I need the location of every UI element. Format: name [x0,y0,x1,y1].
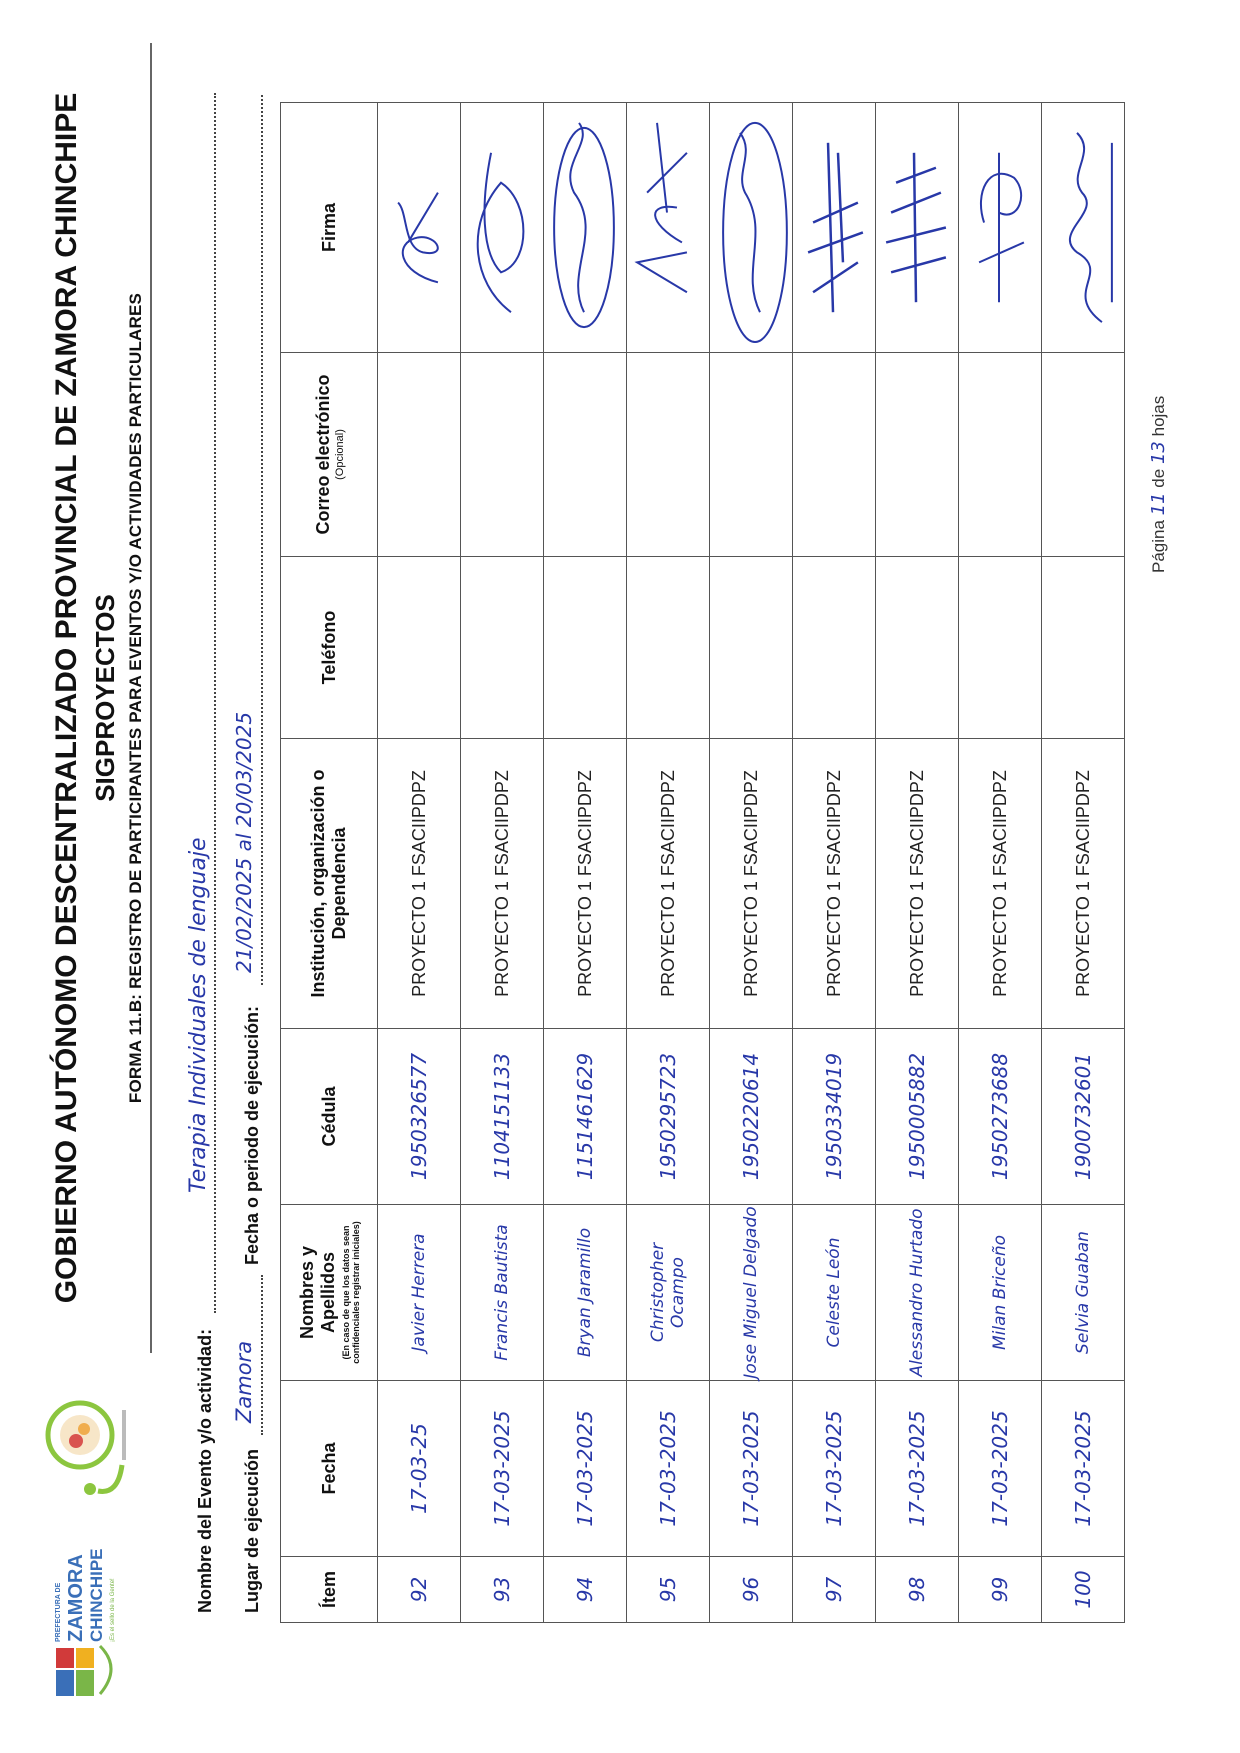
header-correo [281,353,378,557]
cell-fecha: 17-03-2025 [1042,1381,1125,1557]
cell-telefono [793,557,876,739]
cell-nombre: Celeste León [793,1205,876,1381]
cell-item: 98 [876,1557,959,1623]
cell-fecha: 17-03-25 [378,1381,461,1557]
header-correo-label: Correo electrónico [312,374,333,535]
signature-mark [544,103,626,352]
cell-cedula: 1950273688 [959,1029,1042,1205]
cell-correo [876,353,959,557]
table-row [710,103,793,1623]
cell-fecha: 17-03-2025 [959,1381,1042,1557]
signature-mark [876,103,958,352]
participants-table [280,102,1125,1623]
header-rule [150,43,152,1353]
cell-fecha: 17-03-2025 [461,1381,544,1557]
cell-institucion: PROYECTO 1 FSACIIPDPZ [627,739,710,1029]
cell-firma [793,103,876,353]
cell-cedula: 1104151133 [461,1029,544,1205]
cell-telefono [378,557,461,739]
fecha-value: 21/02/2025 al 20/03/2025 [232,711,256,973]
cell-item: 96 [710,1557,793,1623]
header-firma: Firma [281,103,378,353]
cell-item: 93 [461,1557,544,1623]
fecha-label: Fecha o periodo de ejecución: [242,1005,262,1265]
cell-cedula: 1950220614 [710,1029,793,1205]
page-subtitle: SIGPROYECTOS [90,594,120,802]
signature-mark [627,103,709,352]
cell-nombre: Jose Miguel Delgado [710,1205,793,1381]
cell-institucion: PROYECTO 1 FSACIIPDPZ [793,739,876,1029]
cell-item: 94 [544,1557,627,1623]
pagina-label: Página [1149,520,1168,573]
signature-mark [1042,103,1124,352]
evento-label: Nombre del Evento y/o actividad: [195,1328,215,1613]
cell-nombre: Milan Briceño [959,1205,1042,1381]
program-seal-icon [38,1385,138,1505]
pagina-total: 13 [1148,441,1169,465]
cell-telefono [876,557,959,739]
header-nombres-note: (En caso de que los datos sean confidenciales registrar iniciales) [341,1221,361,1364]
cell-fecha: 17-03-2025 [710,1381,793,1557]
cell-firma [876,103,959,353]
cell-telefono [1042,557,1125,739]
cell-correo [461,353,544,557]
cell-institucion: PROYECTO 1 FSACIIPDPZ [876,739,959,1029]
cell-telefono [627,557,710,739]
logo-tagline: ¡Es el sello de la Gente! [110,1578,116,1642]
cell-item: 99 [959,1557,1042,1623]
hojas-label: hojas [1149,395,1168,437]
signature-mark [710,103,792,352]
cell-institucion: PROYECTO 1 FSACIIPDPZ [378,739,461,1029]
lugar-dots [261,1275,263,1435]
cell-cedula: 1900732601 [1042,1029,1125,1205]
cell-correo [793,353,876,557]
header-nombres-label: Nombres y Apellidos [297,1245,338,1340]
cell-firma [544,103,627,353]
cell-firma [461,103,544,353]
cell-correo [627,353,710,557]
header-telefono: Teléfono [281,557,378,739]
cell-fecha: 17-03-2025 [793,1381,876,1557]
lugar-label: Lugar de ejecución [242,1448,262,1613]
logo-text-2: ZAMORA [65,1554,87,1642]
cell-correo [544,353,627,557]
cell-firma [959,103,1042,353]
cell-firma [1042,103,1125,353]
table-row [793,103,876,1623]
cell-correo [378,353,461,557]
cell-cedula: 1950334019 [793,1029,876,1205]
page-footer [1148,396,1169,573]
cell-item: 92 [378,1557,461,1623]
signature-mark [793,103,875,352]
cell-item: 97 [793,1557,876,1623]
cell-cedula: 1950326577 [378,1029,461,1205]
cell-nombre: Christopher Ocampo [627,1205,710,1381]
pagina-num: 11 [1148,492,1169,516]
cell-institucion: PROYECTO 1 FSACIIPDPZ [1042,739,1125,1029]
cell-item: 100 [1042,1557,1125,1623]
cell-firma [627,103,710,353]
evento-value: Terapia Individuales de lenguaje [186,837,211,1193]
cell-correo [1042,353,1125,557]
header-nombres [281,1205,378,1381]
form-name: FORMA 11.B: REGISTRO DE PARTICIPANTES PARA EVENTOS Y/O ACTIVIDADES PARTICULARES [126,292,145,1104]
cell-correo [710,353,793,557]
cell-telefono [710,557,793,739]
prefectura-logo [42,1538,142,1698]
cell-nombre: Javier Herrera [378,1205,461,1381]
cell-nombre: Selvia Guaban [1042,1205,1125,1381]
cell-fecha: 17-03-2025 [876,1381,959,1557]
evento-dots [214,93,216,1313]
cell-firma [710,103,793,353]
header-cedula: Cédula [281,1029,378,1205]
de-label: de [1149,468,1168,488]
cell-nombre: Alessandro Hurtado [876,1205,959,1381]
cell-firma [378,103,461,353]
lugar-value: Zamora [232,1340,256,1423]
cell-cedula: 1950005882 [876,1029,959,1205]
header-fecha: Fecha [281,1381,378,1557]
cell-institucion: PROYECTO 1 FSACIIPDPZ [710,739,793,1029]
page-title: GOBIERNO AUTÓNOMO DESCENTRALIZADO PROVINCIAL DE ZAMORA CHINCHIPE [50,92,83,1304]
cell-institucion: PROYECTO 1 FSACIIPDPZ [959,739,1042,1029]
table-header-row [281,103,378,1623]
fecha-dots [261,95,263,985]
cell-telefono [461,557,544,739]
header-correo-note: (Opcional) [333,429,346,480]
table-row [876,103,959,1623]
signature-mark [461,103,543,352]
logo-text-1: PREFECTURA DE [55,1582,62,1642]
signature-mark [378,103,460,352]
cell-fecha: 17-03-2025 [544,1381,627,1557]
table-row [461,103,544,1623]
cell-cedula: 1950295723 [627,1029,710,1205]
table-row [959,103,1042,1623]
table-row [544,103,627,1623]
cell-nombre: Bryan Jaramillo [544,1205,627,1381]
header-item: Ítem [281,1557,378,1623]
cell-fecha: 17-03-2025 [627,1381,710,1557]
cell-institucion: PROYECTO 1 FSACIIPDPZ [461,739,544,1029]
cell-nombre: Francis Bautista [461,1205,544,1381]
cell-correo [959,353,1042,557]
table-row [378,103,461,1623]
cell-telefono [959,557,1042,739]
logo-text-3: CHINCHIPE [87,1548,106,1642]
cell-cedula: 1151461629 [544,1029,627,1205]
table-row [627,103,710,1623]
signature-mark [959,103,1041,352]
cell-item: 95 [627,1557,710,1623]
table-row [1042,103,1125,1623]
cell-telefono [544,557,627,739]
cell-institucion: PROYECTO 1 FSACIIPDPZ [544,739,627,1029]
header-institucion: Institución, organización o Dependencia [281,739,378,1029]
